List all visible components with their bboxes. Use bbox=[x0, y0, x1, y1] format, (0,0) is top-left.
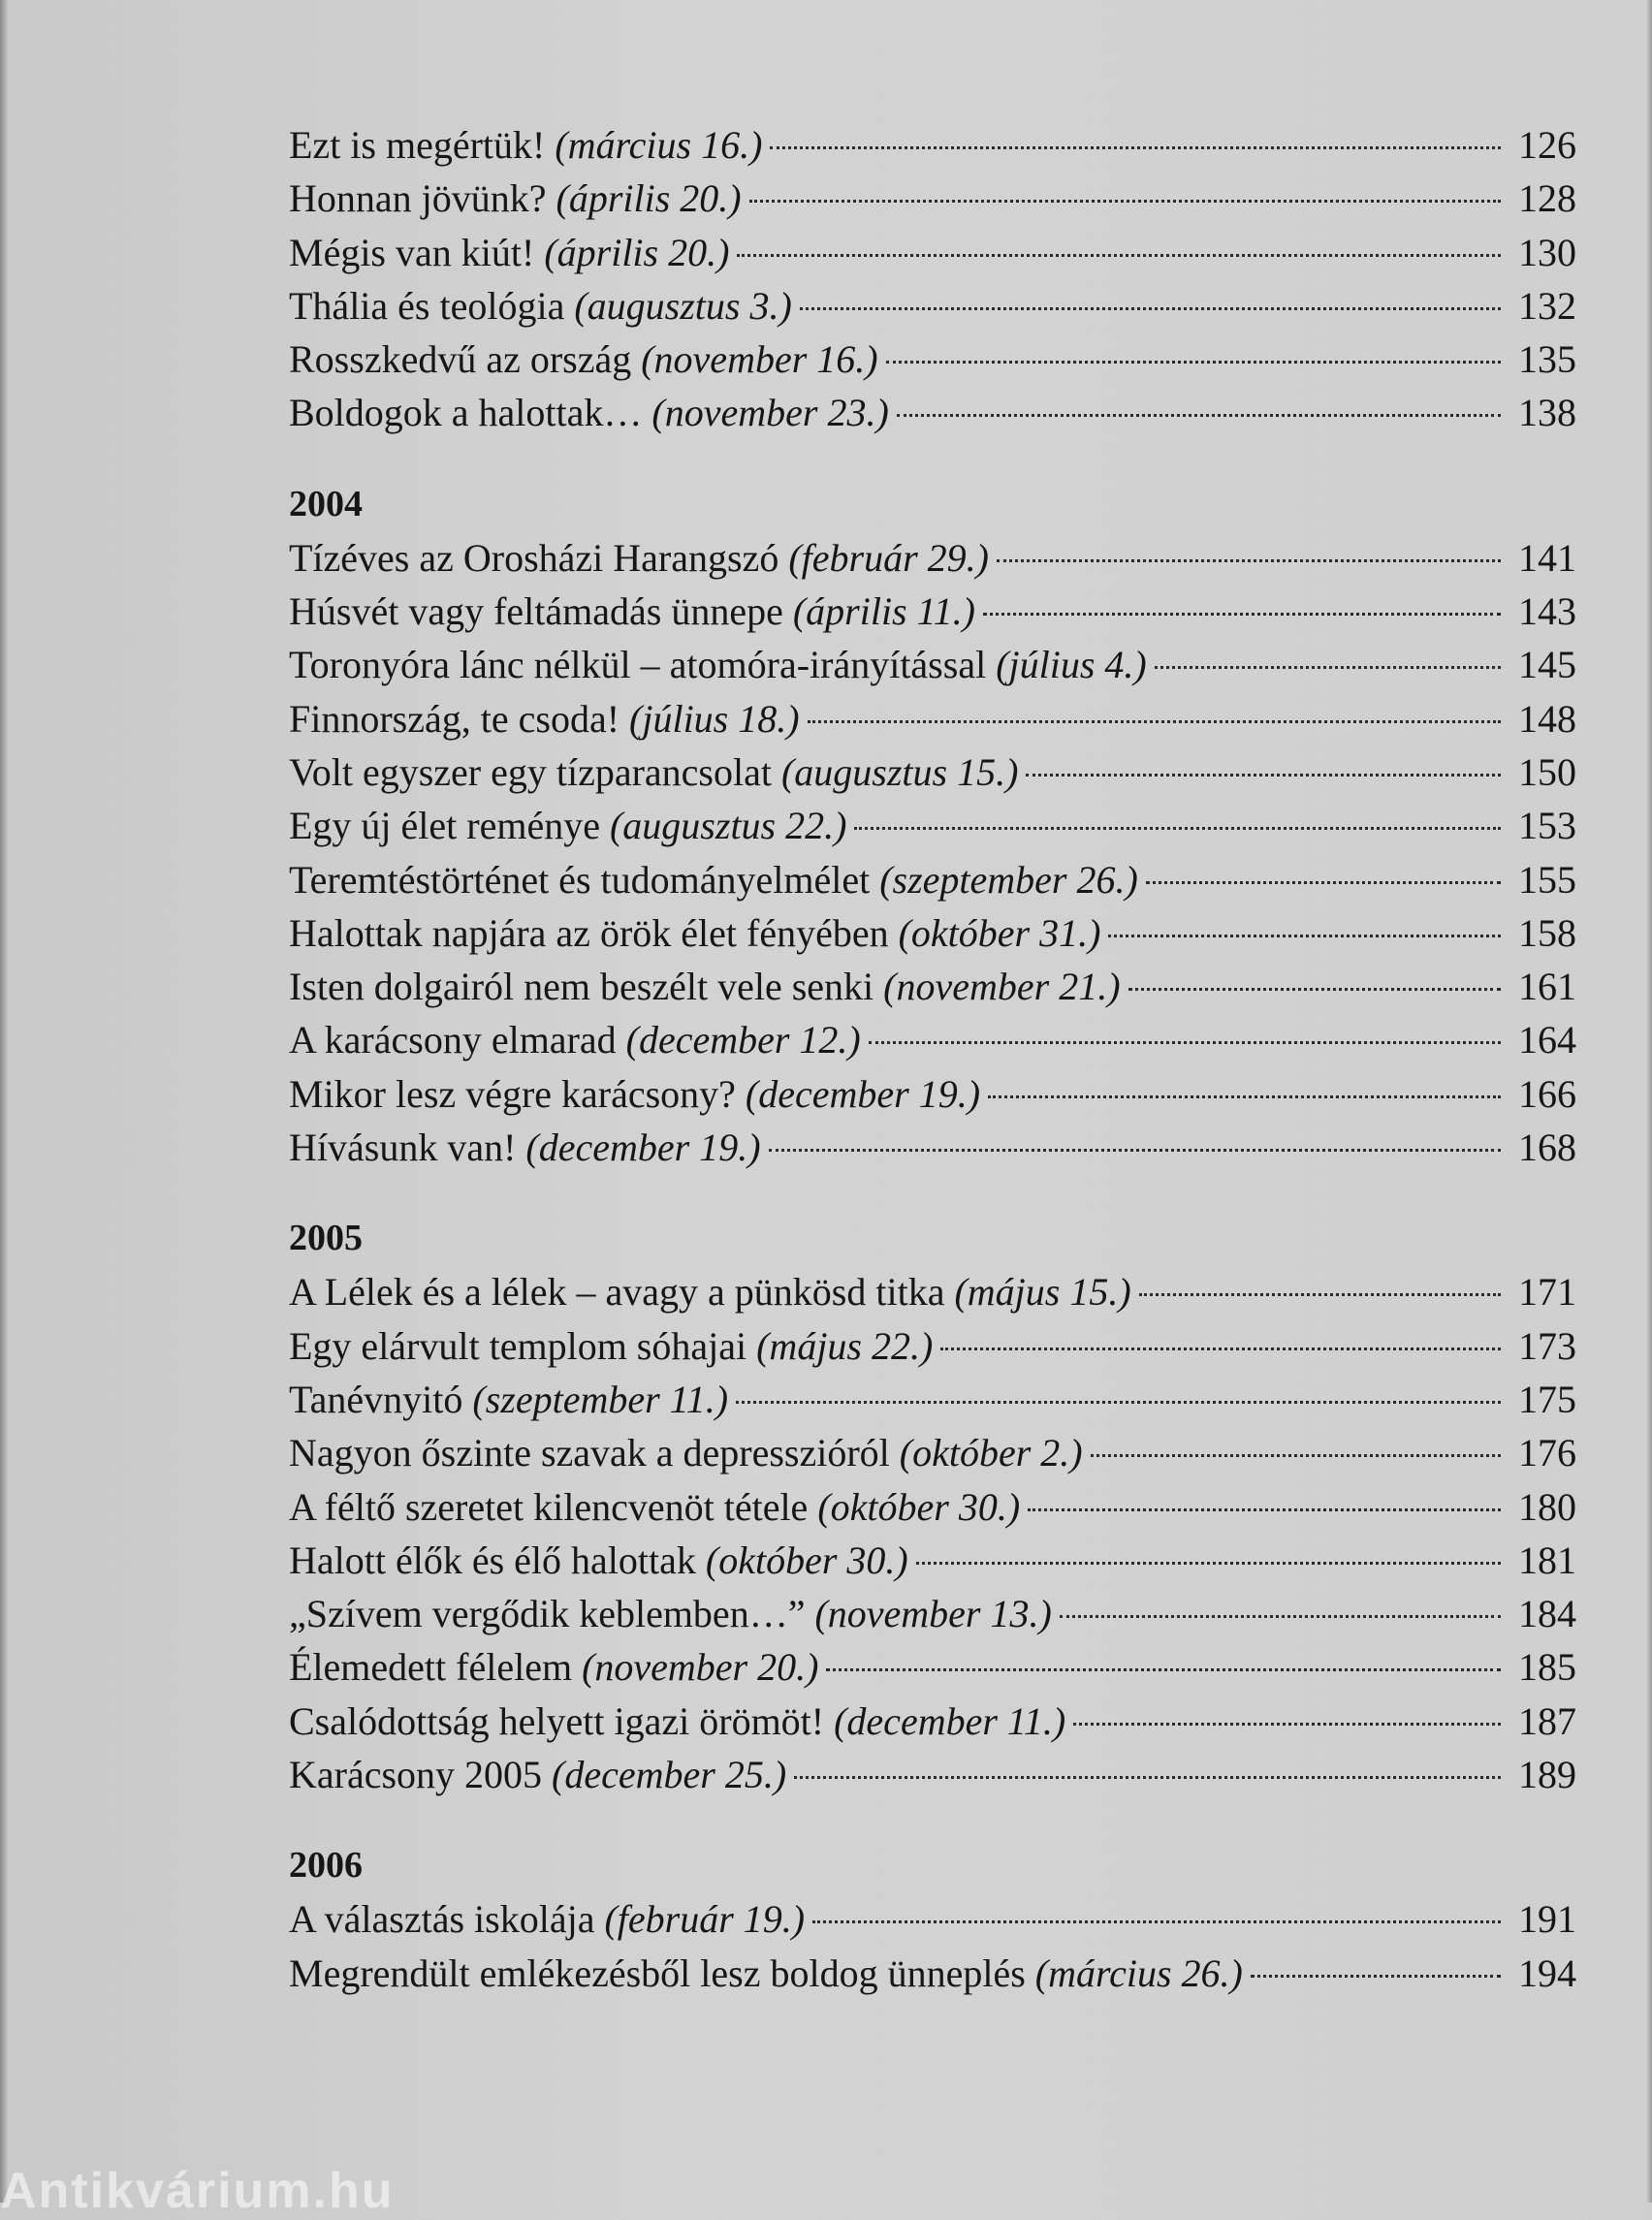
toc-entry bbox=[289, 386, 1576, 439]
dot-leader bbox=[826, 1668, 1501, 1671]
dot-leader bbox=[800, 307, 1501, 310]
toc-section bbox=[289, 1843, 1576, 2000]
page-number: 155 bbox=[1518, 857, 1576, 902]
entry-date: (augusztus 15.) bbox=[780, 749, 1019, 794]
entry-date: (április 20.) bbox=[556, 176, 742, 221]
page-number: 168 bbox=[1518, 1126, 1576, 1170]
entry-date: (március 26.) bbox=[1034, 1950, 1243, 1995]
year-heading: 2004 bbox=[289, 483, 363, 524]
toc-entry bbox=[289, 118, 1576, 172]
page-number: 130 bbox=[1518, 230, 1576, 274]
dot-leader bbox=[897, 414, 1501, 417]
entry-date: (november 21.) bbox=[883, 965, 1121, 1009]
dot-leader bbox=[997, 559, 1501, 562]
page-number: 176 bbox=[1518, 1431, 1576, 1475]
dot-leader bbox=[812, 1920, 1501, 1923]
entry-title: Egy új élet reménye bbox=[289, 804, 600, 848]
entry-date: (október 2.) bbox=[899, 1431, 1083, 1475]
dot-leader bbox=[808, 720, 1501, 723]
page-number: 194 bbox=[1518, 1950, 1576, 1995]
entry-title: Mégis van kiút! bbox=[289, 230, 535, 274]
page-number: 180 bbox=[1518, 1484, 1576, 1529]
table-of-contents bbox=[289, 118, 1576, 2000]
entry-date: (október 31.) bbox=[898, 910, 1101, 955]
entry-title: Halottak napjára az örök élet fényében bbox=[289, 910, 889, 955]
dot-leader bbox=[737, 254, 1501, 257]
dot-leader bbox=[769, 1149, 1501, 1152]
dot-leader bbox=[749, 200, 1501, 203]
toc-entry bbox=[289, 638, 1576, 691]
dot-leader bbox=[794, 1776, 1501, 1779]
entry-title: Ezt is megértük! bbox=[289, 123, 546, 167]
year-heading: 2006 bbox=[289, 1845, 363, 1887]
page-number: 184 bbox=[1518, 1592, 1576, 1636]
entry-title: Húsvét vagy feltámadás ünnepe bbox=[289, 589, 783, 634]
toc-entry bbox=[289, 960, 1576, 1013]
entry-title: Rosszkedvű az ország bbox=[289, 337, 632, 382]
entry-title: Teremtéstörténet és tudományelmélet bbox=[289, 857, 871, 902]
toc-entry bbox=[289, 745, 1576, 799]
entry-title: „Szívem vergődik keblemben…” bbox=[289, 1592, 806, 1636]
entry-title: Thália és teológia bbox=[289, 283, 565, 328]
entry-date: (július 4.) bbox=[996, 643, 1147, 687]
entry-title: Boldogok a halottak… bbox=[289, 391, 643, 435]
toc-entry bbox=[289, 1265, 1576, 1318]
dot-leader bbox=[983, 613, 1501, 616]
toc-entry bbox=[289, 1426, 1576, 1479]
entry-date: (november 20.) bbox=[582, 1645, 819, 1690]
dot-leader bbox=[886, 361, 1501, 364]
entry-date: (február 19.) bbox=[604, 1897, 806, 1942]
toc-entry bbox=[289, 1373, 1576, 1426]
page-number: 181 bbox=[1518, 1538, 1576, 1582]
dot-leader bbox=[1026, 774, 1501, 777]
toc-section bbox=[289, 482, 1576, 1175]
entry-date: (július 18.) bbox=[629, 696, 800, 741]
entry-title: Halott élők és élő halottak bbox=[289, 1538, 696, 1582]
entry-date: (november 16.) bbox=[641, 337, 878, 382]
entry-date: (augusztus 22.) bbox=[609, 804, 847, 848]
toc-entry bbox=[289, 1587, 1576, 1640]
watermark: Antikvárium.hu bbox=[0, 2163, 395, 2219]
page-number: 150 bbox=[1518, 749, 1576, 794]
page-number: 189 bbox=[1518, 1753, 1576, 1797]
entry-date: (november 13.) bbox=[814, 1592, 1052, 1636]
dot-leader bbox=[1146, 881, 1501, 884]
dot-leader bbox=[1060, 1615, 1501, 1618]
entry-title: A karácsony elmarad bbox=[289, 1018, 617, 1062]
page-number: 171 bbox=[1518, 1270, 1576, 1315]
dot-leader bbox=[854, 827, 1501, 830]
dot-leader bbox=[736, 1401, 1501, 1404]
dot-leader bbox=[1091, 1454, 1501, 1457]
entry-date: (október 30.) bbox=[705, 1538, 908, 1582]
toc-entry bbox=[289, 585, 1576, 638]
page-number: 141 bbox=[1518, 535, 1576, 580]
toc-entry bbox=[289, 333, 1576, 386]
toc-entry bbox=[289, 1695, 1576, 1748]
entry-date: (április 11.) bbox=[792, 589, 975, 634]
toc-entry bbox=[289, 1013, 1576, 1066]
page-number: 161 bbox=[1518, 965, 1576, 1009]
entry-title: Egy elárvult templom sóhajai bbox=[289, 1323, 747, 1368]
dot-leader bbox=[770, 146, 1501, 149]
dot-leader bbox=[1108, 935, 1501, 937]
page-number: 138 bbox=[1518, 391, 1576, 435]
entry-title: Csalódottság helyett igazi örömöt! bbox=[289, 1698, 825, 1743]
entry-date: (május 15.) bbox=[954, 1270, 1131, 1315]
entry-date: (október 30.) bbox=[817, 1484, 1021, 1529]
entry-date: (február 29.) bbox=[788, 535, 989, 580]
page-number: 187 bbox=[1518, 1698, 1576, 1743]
page-number: 164 bbox=[1518, 1018, 1576, 1062]
page-number: 126 bbox=[1518, 123, 1576, 167]
entry-date: (szeptember 11.) bbox=[472, 1377, 729, 1421]
page-number: 135 bbox=[1518, 337, 1576, 382]
toc-section bbox=[289, 1216, 1576, 1801]
entry-title: Volt egyszer egy tízparancsolat bbox=[289, 749, 772, 794]
year-heading: 2005 bbox=[289, 1218, 363, 1259]
page-number: 148 bbox=[1518, 696, 1576, 741]
toc-entry bbox=[289, 1319, 1576, 1373]
entry-title: Élemedett félelem bbox=[289, 1645, 573, 1690]
entry-title: Megrendült emlékezésből lesz boldog ünneplés bbox=[289, 1950, 1026, 1995]
entry-title: A Lélek és a lélek – avagy a pünkösd titka bbox=[289, 1270, 945, 1315]
entry-date: (augusztus 3.) bbox=[574, 283, 792, 328]
entry-date: (december 19.) bbox=[745, 1071, 981, 1116]
toc-entry bbox=[289, 1067, 1576, 1121]
entry-title: Toronyóra lánc nélkül – atomóra-irányítással bbox=[289, 643, 987, 687]
toc-entry bbox=[289, 1121, 1576, 1174]
dot-leader bbox=[1251, 1975, 1501, 1978]
entry-title: A választás iskolája bbox=[289, 1897, 595, 1942]
entry-date: (december 25.) bbox=[552, 1753, 787, 1797]
page-number: 153 bbox=[1518, 804, 1576, 848]
entry-date: (november 23.) bbox=[651, 391, 889, 435]
toc-entry bbox=[289, 531, 1576, 585]
toc-entry bbox=[289, 799, 1576, 852]
entry-date: (december 19.) bbox=[525, 1126, 761, 1170]
dot-leader bbox=[1139, 1293, 1501, 1296]
dot-leader bbox=[1155, 666, 1501, 669]
toc-entry bbox=[289, 1480, 1576, 1534]
toc-entry bbox=[289, 172, 1576, 225]
dot-leader bbox=[916, 1562, 1501, 1565]
entry-title: Mikor lesz végre karácsony? bbox=[289, 1071, 736, 1116]
entry-date: (május 22.) bbox=[756, 1323, 934, 1368]
page-number: 143 bbox=[1518, 589, 1576, 634]
page-edge-right bbox=[1646, 0, 1652, 2203]
toc-entry bbox=[289, 1748, 1576, 1801]
toc-entry bbox=[289, 1640, 1576, 1694]
toc-entry bbox=[289, 1892, 1576, 1946]
page-number: 145 bbox=[1518, 643, 1576, 687]
dot-leader bbox=[869, 1041, 1501, 1044]
entry-date: (december 11.) bbox=[834, 1698, 1066, 1743]
dot-leader bbox=[940, 1348, 1501, 1350]
page-number: 173 bbox=[1518, 1323, 1576, 1368]
entry-title: Tanévnyitó bbox=[289, 1377, 463, 1421]
entry-title: A féltő szeretet kilencvenöt tétele bbox=[289, 1484, 809, 1529]
dot-leader bbox=[1073, 1723, 1501, 1726]
entry-title: Honnan jövünk? bbox=[289, 176, 547, 221]
toc-entry bbox=[289, 692, 1576, 745]
toc-entry bbox=[289, 906, 1576, 960]
toc-entry bbox=[289, 1947, 1576, 2000]
entry-title: Nagyon őszinte szavak a depresszióról bbox=[289, 1431, 890, 1475]
entry-date: (április 20.) bbox=[544, 230, 730, 274]
page-number: 191 bbox=[1518, 1897, 1576, 1942]
page-number: 128 bbox=[1518, 176, 1576, 221]
page-number: 185 bbox=[1518, 1645, 1576, 1690]
entry-title: Isten dolgairól nem beszélt vele senki bbox=[289, 965, 874, 1009]
page-edge-left bbox=[0, 0, 8, 2203]
entry-date: (december 12.) bbox=[625, 1018, 861, 1062]
entry-title: Finnország, te csoda! bbox=[289, 696, 620, 741]
entry-title: Hívásunk van! bbox=[289, 1126, 517, 1170]
dot-leader bbox=[988, 1095, 1501, 1098]
entry-date: (március 16.) bbox=[555, 123, 763, 167]
page-number: 158 bbox=[1518, 910, 1576, 955]
dot-leader bbox=[1028, 1508, 1501, 1511]
toc-entry bbox=[289, 226, 1576, 279]
toc-entry bbox=[289, 279, 1576, 333]
dot-leader bbox=[1128, 988, 1501, 991]
entry-date: (szeptember 26.) bbox=[879, 857, 1138, 902]
page-number: 132 bbox=[1518, 283, 1576, 328]
page-number: 166 bbox=[1518, 1071, 1576, 1116]
toc-entry bbox=[289, 853, 1576, 906]
entry-title: Tízéves az Orosházi Harangszó bbox=[289, 535, 779, 580]
page-number: 175 bbox=[1518, 1377, 1576, 1421]
toc-entry bbox=[289, 1534, 1576, 1587]
toc-section bbox=[289, 118, 1576, 440]
entry-title: Karácsony 2005 bbox=[289, 1753, 543, 1797]
